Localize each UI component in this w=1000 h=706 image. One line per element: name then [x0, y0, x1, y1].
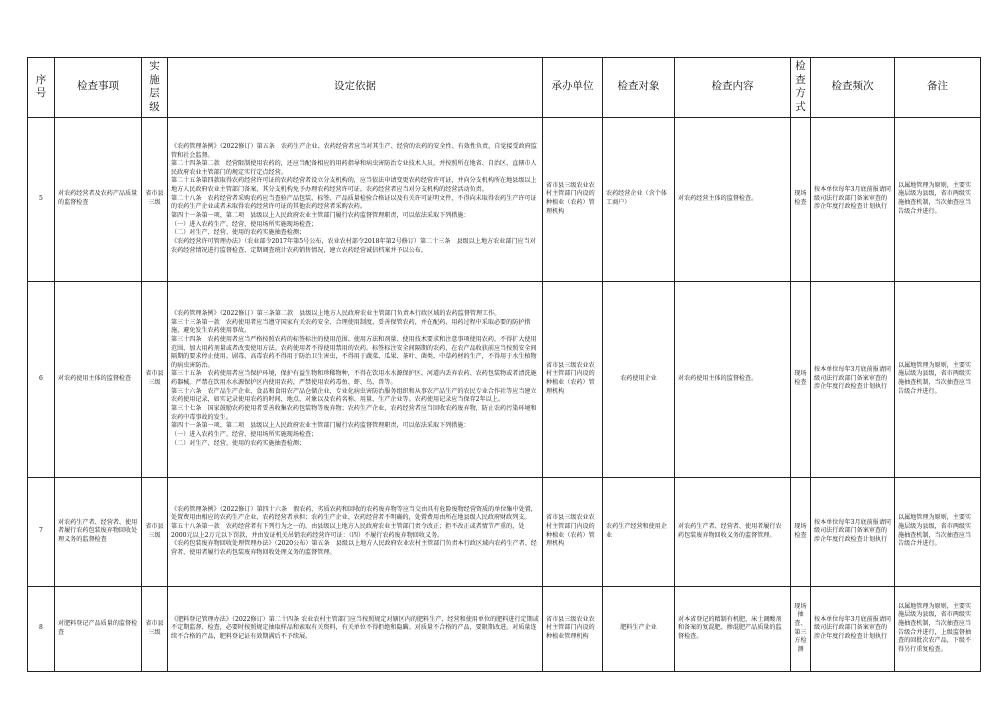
row-unit: 省市县三级农业农村主管部门内设的种植业（农药）管理机构	[543, 281, 603, 477]
basis-para: （二）对生产、经营、使用的农药实施抽查检测；	[171, 229, 306, 237]
row-item: 对农药生产者、经营者、使用者履行农药包装废弃物回收处理义务的监督检查	[55, 477, 142, 586]
row-basis	[168, 586, 543, 671]
row-remark: 以属地管理为原则，主要实施层级为县级，省市两级实施抽查机制，当次抽查应当告级合并进行，上级监督抽查的回批次农产品，下级不得另行重复检查。	[895, 586, 981, 671]
basis-para: 《农药包装废弃物回收处理管理办法》（2020公布）第五条 县级以上地方人民政府农业农村主管部门负责本行政区域内农药生产者、经营者、使用者履行农药包装废弃物回收处理义务的监督管理。	[171, 540, 537, 556]
row-freq: 按本单位每年3月底前报请同级司法行政部门备案审查的涉企年度行政检查计划执行	[811, 281, 895, 477]
row-object: 农药使用企业	[603, 281, 675, 477]
basis-para: 第五十八条第一款 农药经营者有下列行为之一的，由县级以上地方人民政府农业主管部门责令改正；拒不改正或者情节严重的，处2000元以上2万元以下罚款，并由发证机关吊销农药经营许可证：（四）不履行农药废弃物回收义务。	[171, 522, 525, 539]
row-content: 对农药生产者、经营者、使用者履行农药包装废弃物回收义务的监督管理。	[675, 477, 791, 586]
row-method: 现场检查	[791, 117, 811, 281]
header-content: 检查内容	[675, 58, 791, 118]
row-level: 省市县三级	[142, 477, 168, 586]
row-freq: 按本单位每年3月底前报请同级司法行政部门备案审查的涉企年度行政检查计划执行	[811, 117, 895, 281]
inspection-table	[27, 57, 981, 672]
basis-para: 第二十八条 农药经营者采购农药应当查验产品包装、标签、产品质量检验合格证以及有关许可证明文件，不得向未取得农药生产许可证的农药生产企业或者未取得农药经营许可证的其他农药经营者采购农药。	[171, 194, 537, 211]
basis-para: （一）进入农药生产、经营、使用场所实施现场检查；	[171, 220, 318, 228]
row-remark: 以属地管理为原则，主要实施层级为县级，省市两级实施抽查机制，当次抽查应当告级合并进行。	[895, 281, 981, 477]
row-no: 7	[28, 477, 55, 586]
row-content: 对农药使用主体的监督检查。	[675, 281, 791, 477]
header-basis: 设定依据	[168, 58, 543, 118]
basis-para: 《肥料登记管理办法》（2022修订）第二十四条 农业农村主管部门应当按照规定对辖区内的肥料生产、经营和使用单位的肥料进行定期或不定期监督、检查，必要时按照规定抽取样品和索取有关资料，有关单位不得拒绝和隐瞒。对质量不合格的产品，要限期改进。对质量连续不合格的产品，肥料登记证有效期满后不予续展。	[171, 615, 539, 640]
header-item: 检查事项	[55, 58, 142, 118]
basis-para: 《农药管理条例》（2022修订）第五条 农药生产企业、农药经营者应当对其生产、经营的农药的安全性、有效性负责，自觉接受政府监管和社会监督。	[171, 142, 537, 159]
basis-para: 第三十七条 国家鼓励农药使用者妥善收集农药包装物等废弃物；农药生产企业、农药经营者应当回收农药废弃物，防止农药污染环境和农药中毒事故的发生。	[171, 404, 537, 421]
row-object: 农药经营企业（含个体工商户）	[603, 117, 675, 281]
row-unit: 省市县三级农业农村主管部门内设的种植业（农药）管理机构	[543, 477, 603, 586]
table-row	[28, 281, 981, 477]
basis-para: 《农药经营许可管理办法》（农业部令2017年第5号公布，农业农村部令2018年第2号修订）第二十三条 县级以上地方农业部门应当对农药经营情况进行监督检查，定期调查统计农药销售情况，建立农药经营诚信档案并予以公布。	[171, 237, 536, 254]
row-level: 省市县三级	[142, 117, 168, 281]
row-object: 肥料生产企业	[603, 586, 675, 671]
row-item: 对农药经营者及农药产品质量的监督检查	[55, 117, 142, 281]
table-row	[28, 117, 981, 281]
header-unit: 承办单位	[543, 58, 603, 118]
row-no: 6	[28, 281, 55, 477]
header-remark: 备注	[895, 58, 981, 118]
basis-para: 第二十四条第二款 经营限制使用农药的，还应当配备相应的用药指导和病虫害防治专业技术人员，并按照所在地省、自治区、直辖市人民政府农业主管部门的规定实行定点经营。	[171, 160, 537, 176]
basis-para: 第四十一条第一项、第二项 县级以上人民政府农业主管部门履行农药监督管理职责，可以依法采取下列措施：	[171, 212, 470, 220]
table-row	[28, 586, 981, 671]
row-content: 对本省登记的精制有机肥、床土调酸剂和备案的复混肥、掺混肥产品质量的监督检查。	[675, 586, 791, 671]
row-level: 省市县三级	[142, 586, 168, 671]
basis-para: 第三十五条 农药使用者应当保护环境，保护有益生物和珍稀物种，不得在饮用水水源保护区、河道内丢弃农药、农药包装物或者清洗施药器械。严禁在饮用水水源保护区内使用农药，严禁使用农药毒鱼、虾、鸟、兽等。	[171, 370, 537, 387]
basis-para: 《农药管理条例》（2022修订）第四十六条 假农药、劣质农药和回收的农药废弃物等应当交由具有危险废物经营资质的单位集中处置，处置费用由相应的农药生产企业、农药经营者承担；农药生产企业、农药经营者不明确的，处置费用由所在地县级人民政府财政列支。	[171, 505, 537, 522]
row-item: 对肥料登记产品质量的监督检查	[55, 586, 142, 671]
row-unit: 省市县三级农业农村主管部门内设的种植业管理机构	[543, 586, 603, 671]
header-method: 检查方式	[791, 58, 811, 118]
row-remark: 以属地管理为原则，主要实施层级为县级，省市两级实施抽查机制，当次抽查应当告级合并进行。	[895, 117, 981, 281]
row-basis	[168, 117, 543, 281]
basis-para: 第四十一条第一项、第二项 县级以上人民政府农业主管部门履行农药监督管理职责，可以依法采取下列措施：	[171, 422, 470, 430]
basis-para: （一）进入农药生产、经营、使用场所实施现场检查；	[171, 430, 318, 438]
row-content: 对农药经营主体的监督检查。	[675, 117, 791, 281]
row-freq: 按本单位每年3月底前报请同级司法行政部门备案审查的涉企年度行政检查计划执行	[811, 477, 895, 586]
row-no: 8	[28, 586, 55, 671]
basis-para: 第三十六条 农产品生产企业、食品和食用农产品仓储企业、专业化病虫害防治服务组织和从事农产品生产的农民专业合作社等应当建立农药使用记录，如实记录使用农药的时间、地点、对象以及农药名称、用量、生产企业等。农药使用记录应当保存2年以上。	[171, 387, 537, 404]
row-object: 农药生产经营和使用企业	[603, 477, 675, 586]
basis-para: 第三十三条第一款 农药使用者应当遵守国家有关农药安全、合理使用制度，妥善保管农药，并在配药、用药过程中采取必要的防护措施，避免发生农药使用事故。	[171, 318, 531, 335]
row-method: 现场检查	[791, 281, 811, 477]
header-level: 实施层级	[142, 58, 168, 118]
header-row	[28, 58, 981, 118]
row-unit: 省市县三级农业农村主管部门内设的种植业（农药）管理机构	[543, 117, 603, 281]
basis-para: 《农药管理条例》（2022修订）第三条第二款 县级以上地方人民政府农业主管部门负责本行政区域的农药监督管理工作。	[171, 309, 501, 317]
row-remark: 以属地管理为原则，主要实施层级为县级，省市两级实施抽查机制，当次抽查应当告级合并进行。	[895, 477, 981, 586]
row-freq: 按本单位每年3月底前报请同级司法行政部门备案审查的涉企年度行政检查计划执行	[811, 586, 895, 671]
table-row	[28, 477, 981, 586]
row-basis	[168, 477, 543, 586]
row-level: 省市县三级	[142, 281, 168, 477]
row-item: 对农药使用主体的监督检查	[55, 281, 142, 477]
row-basis	[168, 281, 543, 477]
basis-para: （二）对生产、经营、使用的农药实施抽查检测；	[171, 439, 306, 447]
row-method: 现场抽查、第三方检测	[791, 586, 811, 671]
basis-para: 第三十四条 农药使用者应当严格按照农药的标签标注的使用范围、使用方法和剂量、使用技术要求和注意事项使用农药，不得扩大使用范围、加大用药剂量或者改变使用方法。农药使用者不得使用禁用的农药。标签标注安全间隔期的农药，在农产品收获前应当按照安全间隔期的要求停止使用。剧毒、高毒农药不得用于防治卫生害虫，不得用于蔬菜、瓜果、茶叶、菌类、中草药材的生产，不得用于水生植物的病虫害防治。	[171, 335, 537, 369]
row-no: 5	[28, 117, 55, 281]
header-object: 检查对象	[603, 58, 675, 118]
basis-para: 第二十五条第四款取得农药经营许可证的农药经营者设立分支机构的，应当依法申请变更农药经营许可证，并向分支机构所在地县级以上地方人民政府农业主管部门备案，其分支机构免予办理农药经营许可证。农药经营者应当对分支机构的经营活动负责。	[171, 177, 537, 194]
header-no: 序号	[28, 58, 55, 118]
row-method: 现场检查	[791, 477, 811, 586]
header-freq: 检查频次	[811, 58, 895, 118]
